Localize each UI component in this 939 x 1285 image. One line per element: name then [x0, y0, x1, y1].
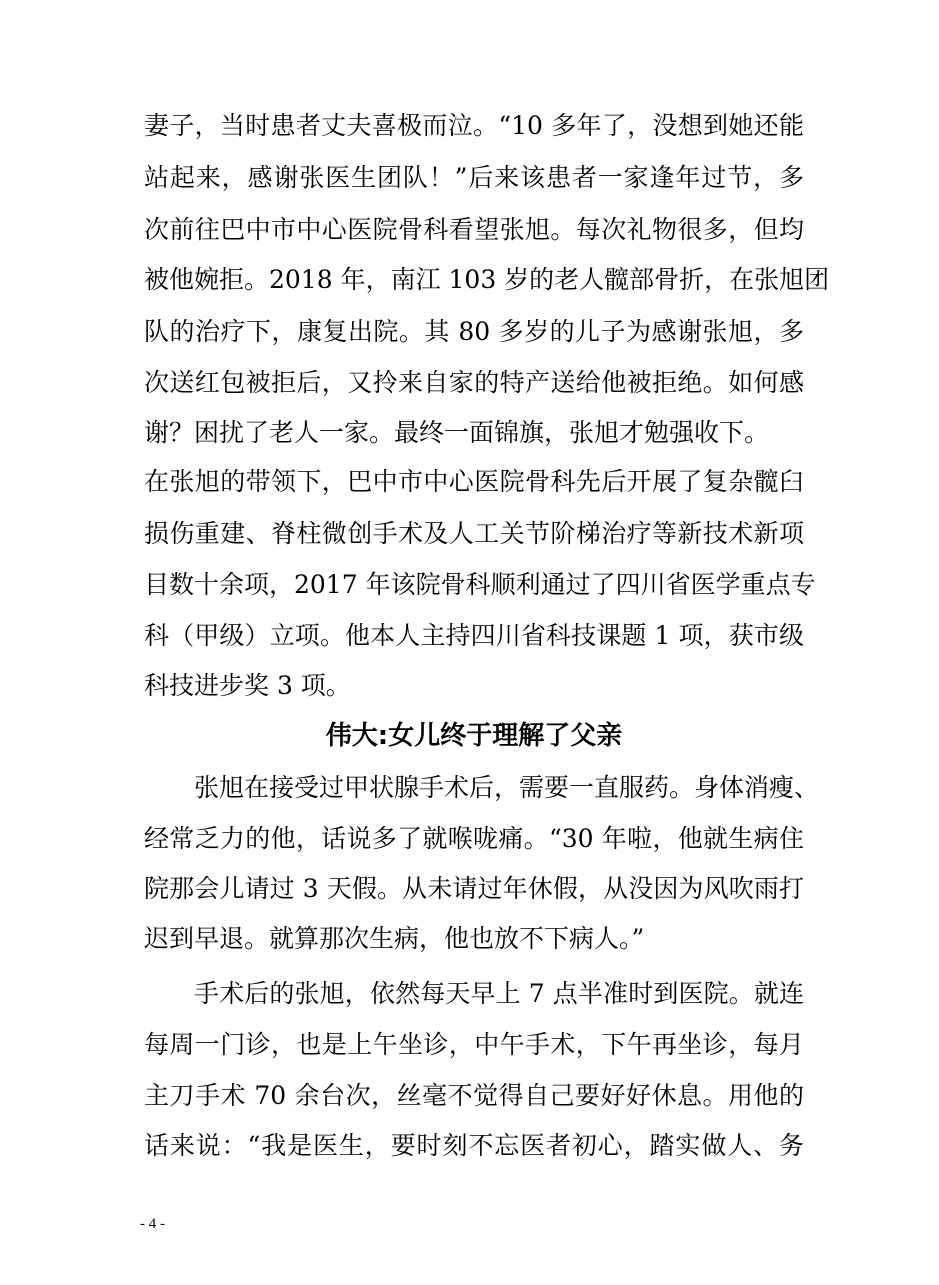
paragraph-line: 经常乏力的他，话说多了就喉咙痛。“30 年啦，他就生病住	[144, 824, 804, 853]
paragraph-line: 目数十余项，2017 年该院骨科顺利通过了四川省医学重点专	[144, 570, 816, 599]
paragraph-line: 次送红包被拒后，又拎来自家的特产送给他被拒绝。如何感	[144, 368, 804, 397]
paragraph-line: 每周一门诊，也是上午坐诊，中午手术，下午再坐诊，每月	[144, 1030, 804, 1059]
paragraph-line: 张旭在接受过甲状腺手术后，需要一直服药。身体消瘦、	[194, 773, 820, 802]
paragraph-line: 科（甲级）立项。他本人主持四川省科技课题 1 项，获市级	[144, 621, 804, 650]
paragraph-line: 次前往巴中市中心医院骨科看望张旭。每次礼物很多，但均	[144, 215, 804, 244]
paragraph-line: 被他婉拒。2018 年，南江 103 岁的老人髋部骨折，在张旭团	[144, 265, 830, 294]
page-number: - 4 -	[140, 1216, 165, 1232]
paragraph-line: 主刀手术 70 余台次，丝毫不觉得自己要好好休息。用他的	[144, 1081, 804, 1110]
paragraph-line: 损伤重建、脊柱微创手术及人工关节阶梯治疗等新技术新项	[144, 519, 804, 548]
paragraph-line: 迟到早退。就算那次生病，他也放不下病人。”	[144, 924, 645, 953]
paragraph-line: 队的治疗下，康复出院。其 80 多岁的儿子为感谢张旭，多	[144, 317, 804, 346]
paragraph-line: 话来说：“我是医生，要时刻不忘医者初心，踏实做人、务	[144, 1131, 804, 1160]
paragraph-line: 在张旭的带领下，巴中市中心医院骨科先后开展了复杂髋臼	[144, 467, 804, 496]
paragraph-line: 院那会儿请过 3 天假。从未请过年休假，从没因为风吹雨打	[144, 874, 804, 903]
paragraph-line: 谢？困扰了老人一家。最终一面锦旗，张旭才勉强收下。	[144, 418, 770, 447]
paragraph-line: 手术后的张旭，依然每天早上 7 点半准时到医院。就连	[194, 979, 804, 1008]
paragraph-line: 科技进步奖 3 项。	[144, 671, 351, 700]
paragraph-line: 站起来，感谢张医生团队！”后来该患者一家逢年过节，多	[144, 163, 804, 192]
paragraph-line: 妻子，当时患者丈夫喜极而泣。“10 多年了，没想到她还能	[144, 111, 804, 140]
section-heading: 伟大:女儿终于理解了父亲	[325, 721, 623, 751]
